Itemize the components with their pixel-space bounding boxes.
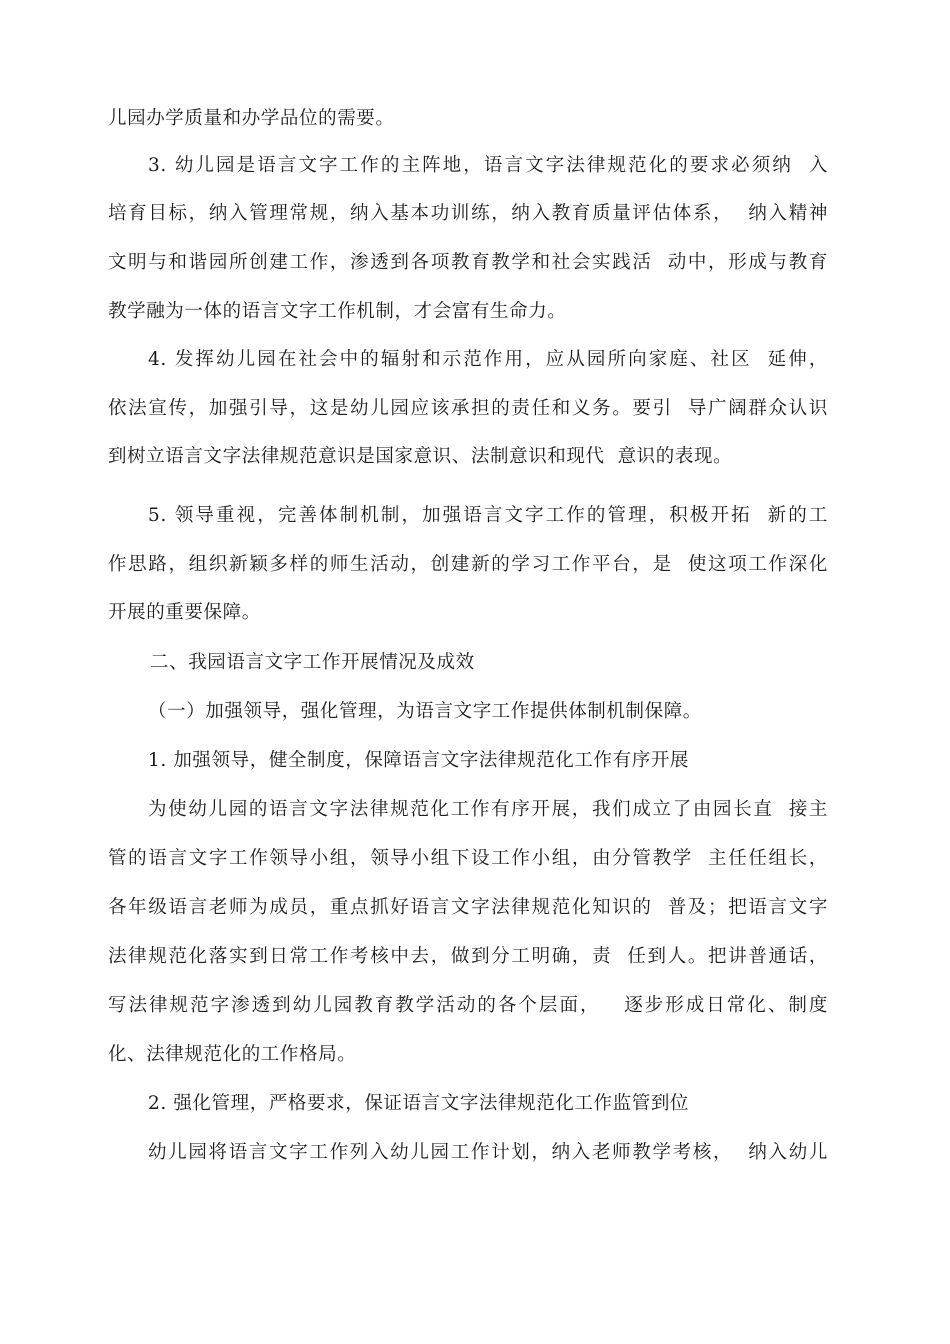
item-heading: 1. 加强领导，健全制度，保障语言文字法律规范化工作有序开展 [148,750,690,771]
section-heading: 二、我园语言文字工作开展情况及成效 [150,652,475,673]
text-line: 文明与和谐园所创建工作，渗透到各项教育教学和社会实践活 动中，形成与教育 [108,252,828,273]
subsection-heading: （一）加强领导，强化管理，为语言文字工作提供体制机制保障。 [148,701,702,722]
text-line: 开展的重要保障。 [108,602,261,623]
text-line: 培育目标，纳入管理常规，纳入基本功训练，纳入教育质量评估体系， 纳入精神 [108,203,828,224]
text-line: 化、法律规范化的工作格局。 [108,1044,357,1065]
text-line: 法律规范化落实到日常工作考核中去，做到分工明确，责 任到人。把讲普通话， [108,946,828,967]
text-line: 儿园办学质量和办学品位的需要。 [108,108,395,129]
item-heading: 2. 强化管理，严格要求，保证语言文字法律规范化工作监管到位 [148,1093,690,1114]
text-line: 教学融为一体的语言文字工作机制，才会富有生命力。 [108,301,567,322]
text-line: 作思路，组织新颖多样的师生活动，创建新的学习工作平台，是 使这项工作深化 [108,554,828,575]
text-line: 管的语言文字工作领导小组，领导小组下设工作小组，由分管教学 主任任组长， [108,848,828,869]
text-line: 为使幼儿园的语言文字法律规范化工作有序开展，我们成立了由园长直 接主 [148,799,828,820]
text-line: 幼儿园将语言文字工作列入幼儿园工作计划，纳入老师教学考核， 纳入幼儿 [148,1142,828,1163]
text-line: 依法宣传，加强引导，这是幼儿园应该承担的责任和义务。要引 导广阔群众认识 [108,398,828,419]
text-line: 3. 幼儿园是语言文字工作的主阵地，语言文字法律规范化的要求必须纳 入 [148,155,828,176]
text-line: 各年级语言老师为成员，重点抓好语言文字法律规范化知识的 普及；把语言文字 [108,897,828,918]
text-line: 5. 领导重视，完善体制机制，加强语言文字工作的管理，积极开拓 新的工 [148,505,828,526]
text-line: 4. 发挥幼儿园在社会中的辐射和示范作用，应从园所向家庭、社区 延伸， [148,349,828,370]
text-line: 写法律规范字渗透到幼儿园教育教学活动的各个层面， 逐步形成日常化、制度 [108,995,828,1016]
text-line: 到树立语言文字法律规范意识是国家意识、法制意识和现代 意识的表现。 [108,446,733,467]
